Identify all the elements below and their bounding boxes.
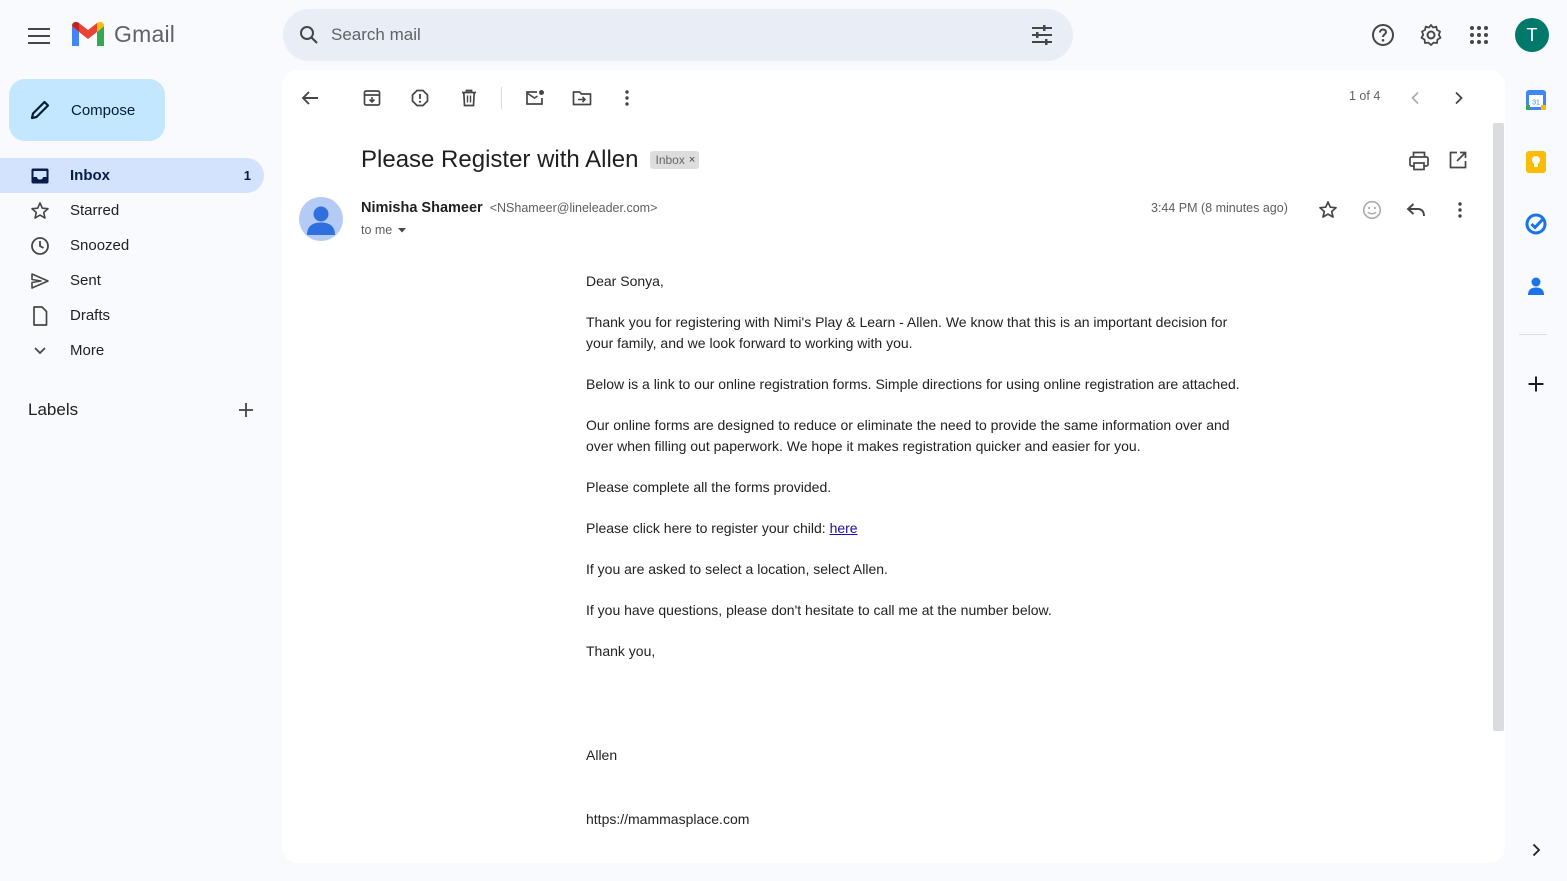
chip-label: Inbox	[655, 153, 685, 167]
help-icon[interactable]	[1365, 17, 1401, 53]
subject-line	[361, 146, 699, 174]
sidebar-item-label: Inbox	[70, 167, 110, 184]
calendar-app-icon[interactable]	[1510, 80, 1562, 120]
open-new-window-icon[interactable]	[1448, 150, 1468, 177]
message-view	[282, 70, 1505, 863]
account-avatar[interactable]: T	[1515, 18, 1549, 52]
draft-icon	[30, 306, 50, 326]
sender-name[interactable]: Nimisha Shameer	[361, 200, 483, 216]
compose-button[interactable]	[9, 79, 165, 141]
pagination-text: 1 of 4	[1349, 89, 1381, 103]
mark-unread-icon[interactable]	[521, 84, 549, 112]
keep-app-icon[interactable]	[1510, 142, 1562, 182]
email-subject: Please Register with Allen	[361, 146, 639, 173]
archive-icon[interactable]	[358, 84, 386, 112]
sidebar-item-label: Sent	[70, 272, 101, 289]
gmail-m-icon	[70, 20, 106, 48]
more-vert-icon[interactable]	[1446, 196, 1474, 224]
search-input[interactable]	[331, 25, 1029, 45]
sender-email: <NShameer@lineleader.com>	[489, 201, 658, 215]
search-options-icon[interactable]	[1029, 22, 1055, 48]
pencil-icon	[29, 99, 51, 121]
gmail-logo[interactable]	[70, 20, 175, 48]
svg-text:31: 31	[1532, 99, 1540, 107]
body-signature: Allen	[586, 747, 618, 763]
body-paragraph: Below is a link to our online registration forms. Simple directions for using online registration are attached.	[586, 376, 1240, 392]
sender-line	[361, 200, 657, 216]
emoji-reaction-icon[interactable]	[1358, 196, 1386, 224]
message-timestamp: 3:44 PM (8 minutes ago)	[1151, 201, 1288, 215]
sender-avatar[interactable]	[299, 197, 343, 241]
caret-down-icon	[396, 225, 408, 235]
main-menu-button[interactable]	[22, 19, 56, 53]
body-paragraph: Please complete all the forms provided.	[586, 479, 832, 495]
delete-trash-icon[interactable]	[455, 84, 483, 112]
sidebar-item-drafts[interactable]	[0, 298, 264, 333]
recipients-text: to me	[361, 223, 393, 237]
body-spacer	[586, 786, 1256, 809]
sidebar-item-more[interactable]	[0, 333, 264, 368]
star-icon	[30, 201, 50, 221]
contacts-app-icon[interactable]	[1510, 266, 1562, 306]
compose-label: Compose	[71, 101, 136, 119]
sidebar-item-label: Drafts	[70, 307, 111, 324]
register-link[interactable]: here	[829, 520, 858, 536]
tasks-app-icon[interactable]	[1510, 204, 1562, 244]
hamburger-icon	[28, 28, 50, 44]
sidebar-item-sent[interactable]	[0, 263, 264, 298]
body-greeting: Dear Sonya,	[586, 273, 664, 289]
body-paragraph-link	[586, 518, 1256, 539]
app-name: Gmail	[114, 20, 176, 47]
body-url: https://mammasplace.com	[586, 811, 750, 827]
sidebar-item-starred[interactable]	[0, 193, 264, 228]
sidebar-item-inbox[interactable]	[0, 158, 264, 193]
add-label-icon[interactable]	[238, 402, 254, 418]
back-arrow-icon[interactable]	[296, 84, 324, 112]
reply-arrow-icon[interactable]	[1402, 196, 1430, 224]
body-spacer	[586, 682, 1256, 745]
body-paragraph: If you have questions, please don't hesitate to call me at the number below.	[586, 602, 1052, 618]
message-toolbar	[282, 70, 1505, 124]
person-silhouette-icon	[299, 197, 343, 241]
sidebar-nav	[0, 158, 264, 368]
labels-section	[28, 400, 254, 420]
search-icon[interactable]	[297, 23, 321, 47]
settings-gear-icon[interactable]	[1413, 17, 1449, 53]
inbox-label-chip[interactable]	[650, 151, 699, 169]
inbox-icon	[30, 166, 50, 186]
move-to-icon[interactable]	[568, 84, 596, 112]
body-paragraph: If you are asked to select a location, select Allen.	[586, 561, 888, 577]
unread-count: 1	[243, 168, 251, 183]
remove-label-icon[interactable]: ×	[688, 154, 696, 166]
sidebar-item-snoozed[interactable]	[0, 228, 264, 263]
get-addons-plus-icon[interactable]	[1522, 370, 1550, 398]
print-icon[interactable]	[1408, 150, 1430, 177]
body-paragraph: Thank you for registering with Nimi's Play & Learn - Allen. We know that this is an important decision for your family, and we look forward to working with you.	[586, 314, 1228, 351]
older-chevron-right-icon[interactable]	[1445, 84, 1473, 112]
send-icon	[30, 271, 50, 291]
apps-grid-icon[interactable]	[1461, 17, 1497, 53]
side-panel-divider	[1519, 334, 1547, 335]
show-side-panel-chevron-icon[interactable]	[1524, 838, 1548, 862]
sidebar-item-label: More	[70, 342, 105, 359]
message-body	[586, 271, 1256, 850]
clock-icon	[30, 236, 50, 256]
sidebar-item-label: Starred	[70, 202, 120, 219]
body-closing: Thank you,	[586, 643, 656, 659]
body-paragraph: Our online forms are designed to reduce or eliminate the need to provide the same information over and over when filling out paperwork. We hope it makes registration quicker and easier for you.	[586, 417, 1230, 454]
search-bar[interactable]	[283, 9, 1073, 61]
more-vert-icon[interactable]	[613, 84, 641, 112]
newer-chevron-left-icon[interactable]	[1401, 84, 1429, 112]
report-spam-icon[interactable]	[406, 84, 434, 112]
star-icon[interactable]	[1314, 196, 1342, 224]
scrollbar-thumb[interactable]	[1493, 123, 1504, 731]
sidebar-item-label: Snoozed	[70, 237, 130, 254]
toolbar-divider	[501, 87, 502, 109]
link-prefix-text: Please click here to register your child:	[586, 520, 830, 536]
side-panel	[1510, 80, 1567, 328]
recipients-toggle[interactable]	[361, 223, 408, 237]
chevron-down-icon	[30, 341, 50, 361]
labels-heading: Labels	[28, 400, 79, 419]
